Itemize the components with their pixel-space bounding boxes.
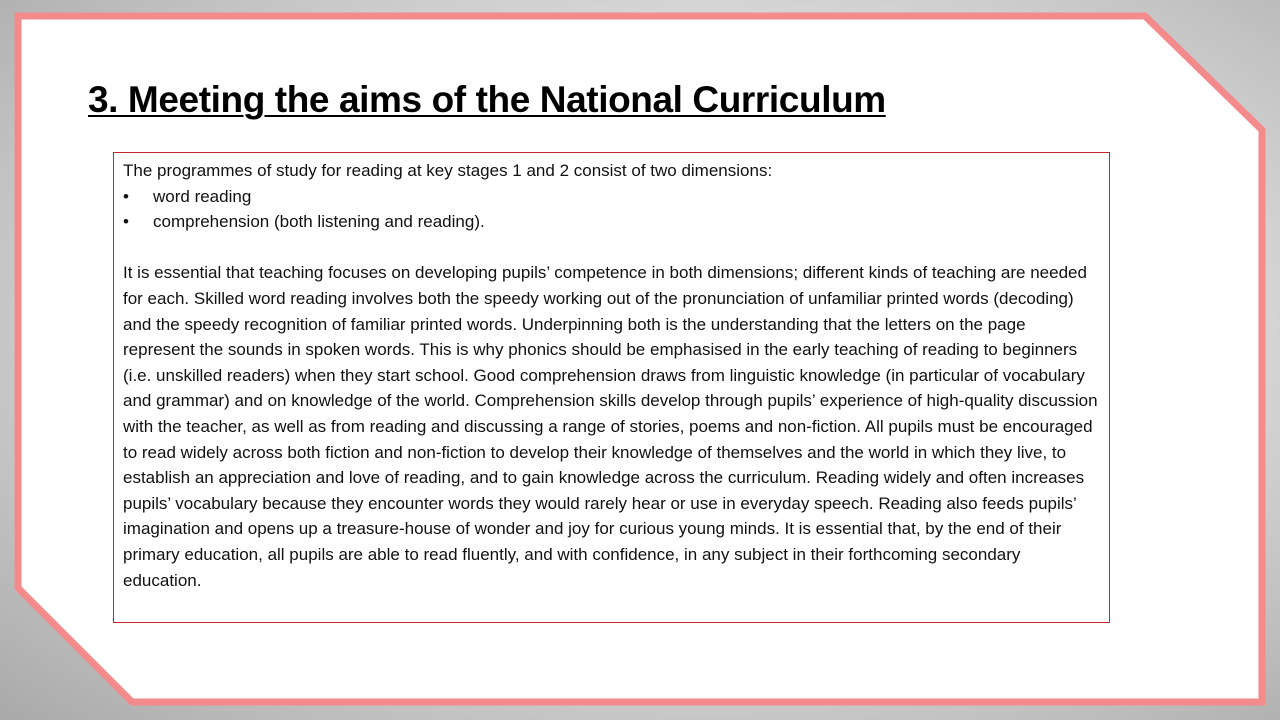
list-item — [123, 184, 1100, 210]
paragraph-spacer — [123, 235, 1100, 261]
bullet-icon: • — [123, 186, 129, 206]
list-item-text: comprehension (both listening and reading). — [153, 212, 485, 232]
bullet-icon: • — [123, 212, 129, 232]
slide-title: 3. Meeting the aims of the National Curriculum — [88, 79, 886, 120]
list-item — [123, 209, 1100, 235]
list-item-text: word reading — [153, 186, 252, 206]
content-box — [113, 152, 1110, 623]
body-paragraph: It is essential that teaching focuses on developing pupils’ competence in both dimensions; different kinds of teaching are needed for each. Skilled word reading involves both the speedy working out of the pronunciation of unfamiliar printed words (decoding) and the speedy recognition of familiar printed words. Underpinning both is the understanding that the letters on the page represent the sounds in spoken words. This is why phonics should be emphasised in the early teaching of reading to beginners (i.e. unskilled readers) when they start school. Good comprehension draws from linguistic knowledge (in particular of vocabulary and grammar) and on knowledge of the world. Comprehension skills develop through pupils’ experience of high-quality discussion with the teacher, as well as from reading and discussing a range of stories, poems and non-fiction. All pupils must be encouraged to read widely across both fiction and non-fiction to develop their knowledge of themselves and the world in which they live, to establish an appreciation and love of reading, and to gain knowledge across the curriculum. Reading widely and often increases pupils’ vocabulary because they encounter words they would rarely hear or use in everyday speech. Reading also feeds pupils’ imagination and opens up a treasure-house of wonder and joy for curious young minds. It is essential that, by the end of their primary education, all pupils are able to read fluently, and with confidence, in any subject in their forthcoming secondary education. — [123, 263, 1098, 590]
dimension-list — [123, 184, 1100, 235]
intro-text: The programmes of study for reading at key stages 1 and 2 consist of two dimensions: — [123, 161, 773, 180]
